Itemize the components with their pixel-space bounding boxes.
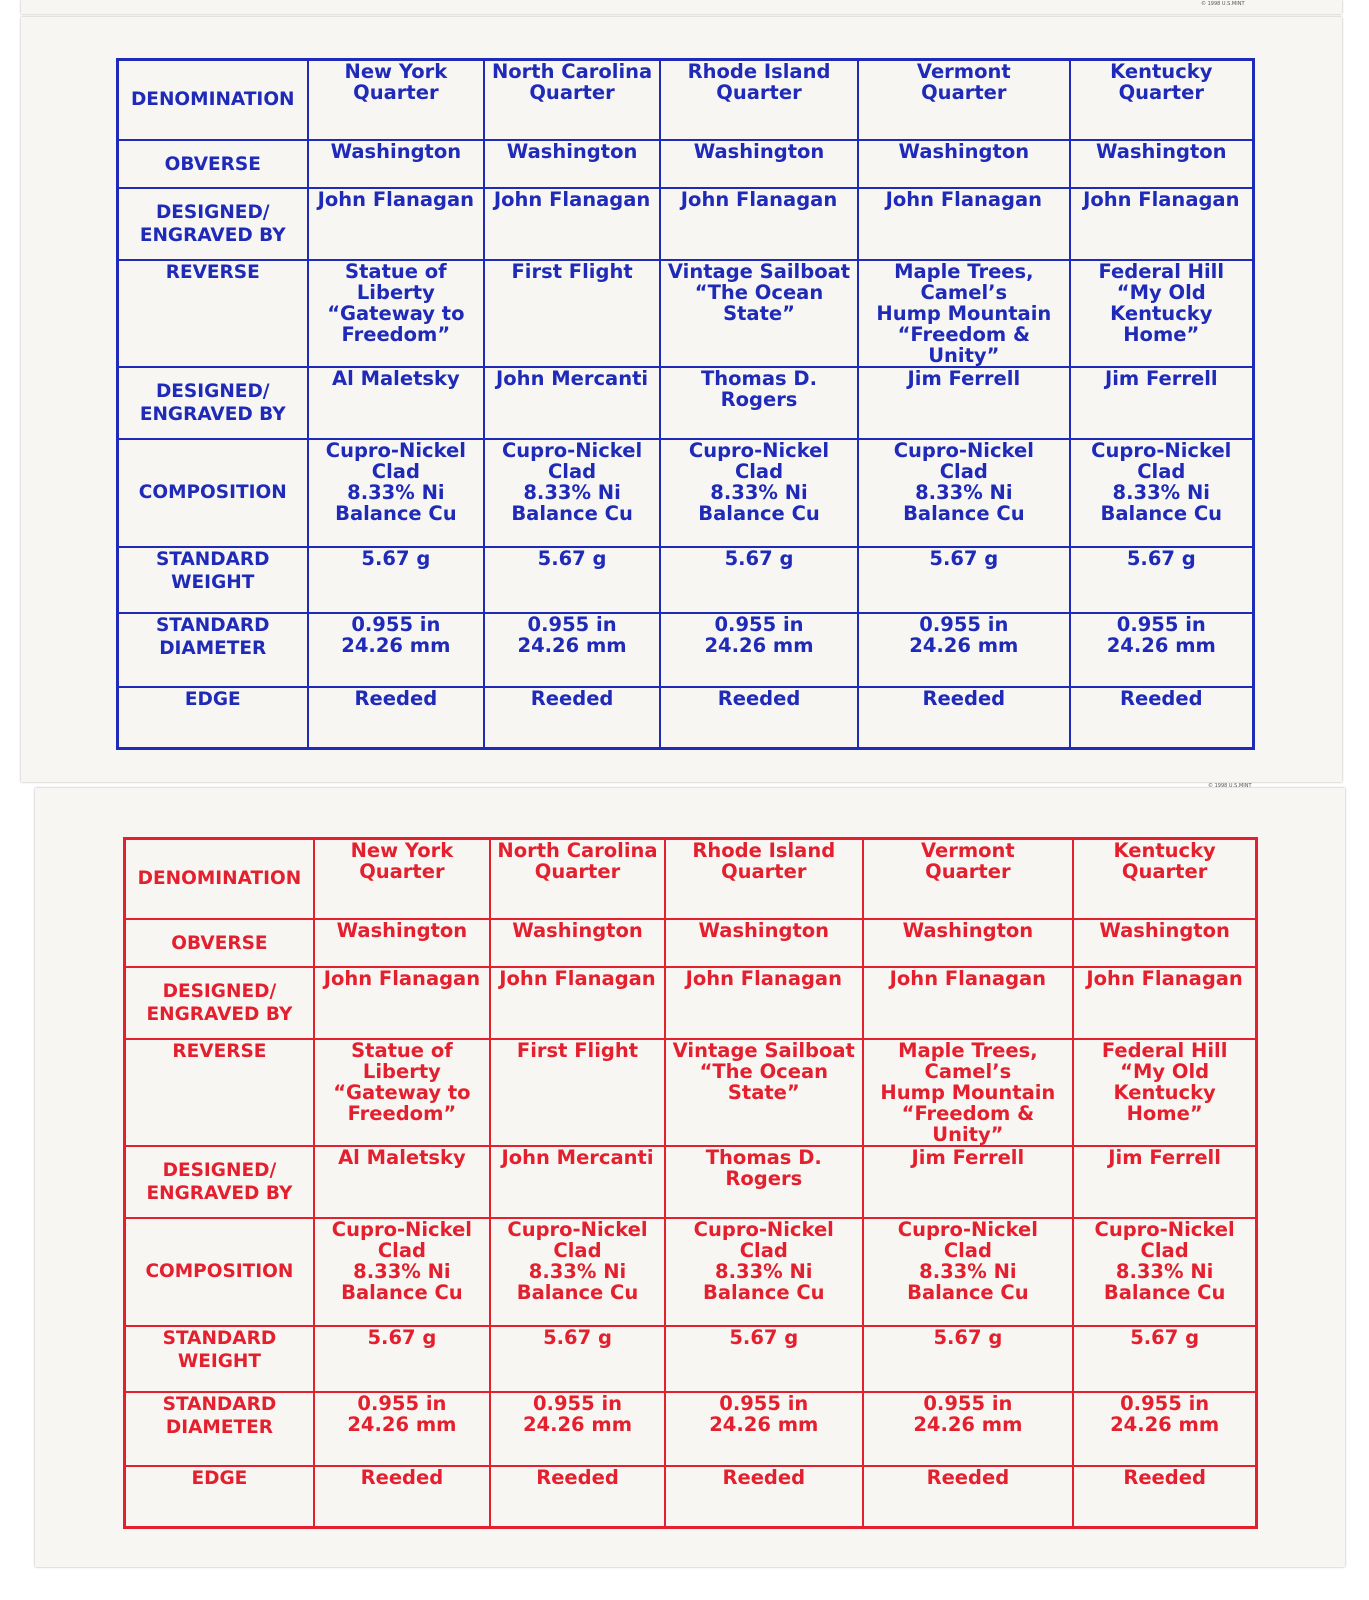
spec-cell: 5.67 g xyxy=(863,1326,1074,1392)
row-label xyxy=(125,1326,314,1392)
cell-line: Cupro-Nickel xyxy=(693,1217,834,1241)
spec-cell xyxy=(665,839,862,919)
spec-cell xyxy=(484,439,660,547)
cell-line: “The Ocean State” xyxy=(699,1059,828,1104)
cell-line: Statue of Liberty xyxy=(351,1038,453,1083)
cell-line: 24.26 mm xyxy=(909,633,1019,657)
cell-line: North Carolina xyxy=(491,60,653,83)
spec-cell: John Flanagan xyxy=(1073,967,1256,1039)
spec-row-weight xyxy=(118,547,1254,613)
cell-line: Balance Cu xyxy=(698,501,820,525)
cell-line: North Carolina xyxy=(497,839,658,862)
cell-line: Clad xyxy=(1137,459,1186,483)
spec-cell: John Flanagan xyxy=(314,967,490,1039)
row-label: REVERSE xyxy=(125,1039,314,1146)
cell-line: “Gateway to xyxy=(333,1080,471,1104)
cell-line: 24.26 mm xyxy=(913,1412,1023,1436)
cell-line: 24.26 mm xyxy=(709,1412,819,1436)
cell-line: Cupro-Nickel xyxy=(688,438,830,462)
cell-line: Cupro-Nickel xyxy=(325,438,466,462)
cell-line: Kentucky xyxy=(1113,839,1216,862)
cell-line: STANDARD xyxy=(155,614,270,636)
row-label xyxy=(125,1392,314,1466)
row-label: COMPOSITION xyxy=(125,1218,314,1326)
cell-line: “My Old xyxy=(1116,280,1206,304)
cell-line: ENGRAVED BY xyxy=(146,1182,293,1204)
row-label: EDGE xyxy=(125,1466,314,1528)
cell-line: 8.33% Ni xyxy=(353,1259,451,1283)
cell-line: 0.955 in xyxy=(351,612,441,636)
spec-cell xyxy=(1070,613,1254,687)
cell-line: 8.33% Ni xyxy=(715,1259,813,1283)
cell-line: Balance Cu xyxy=(1100,501,1223,525)
cell-line: 0.955 in xyxy=(357,1391,447,1415)
spec-row-weight xyxy=(125,1326,1257,1392)
spec-cell xyxy=(858,260,1069,367)
cell-line: Clad xyxy=(734,459,784,483)
cell-line: DESIGNED/ xyxy=(155,380,270,402)
cell-line: DIAMETER xyxy=(159,637,267,659)
row-label xyxy=(125,1146,314,1218)
cell-line: Balance Cu xyxy=(516,1280,639,1304)
spec-cell xyxy=(858,60,1069,140)
cell-line: Quarter xyxy=(1118,81,1204,104)
spec-cell: Washington xyxy=(1070,140,1254,188)
cell-line: New York xyxy=(350,839,454,862)
spec-row-obverse xyxy=(118,140,1254,188)
spec-table-blue xyxy=(116,58,1255,750)
cell-line: 8.33% Ni xyxy=(915,480,1013,504)
cell-line: Cupro-Nickel xyxy=(507,1217,648,1241)
spec-cell xyxy=(308,613,485,687)
spec-cell: Reeded xyxy=(665,1466,862,1528)
cell-line: Cupro-Nickel xyxy=(1091,438,1232,462)
cell-line: 8.33% Ni xyxy=(919,1259,1017,1283)
spec-table-red xyxy=(123,837,1258,1529)
cell-line: Clad xyxy=(553,1238,602,1262)
cell-line: DIAMETER xyxy=(165,1416,273,1438)
spec-cell: John Flanagan xyxy=(1070,188,1254,260)
previous-card-edge xyxy=(21,0,1342,14)
spec-cell: Washington xyxy=(863,919,1074,967)
row-label: EDGE xyxy=(118,687,308,749)
spec-cell xyxy=(1073,839,1256,919)
cell-line: 8.33% Ni xyxy=(523,480,621,504)
spec-cell: John Flanagan xyxy=(490,967,665,1039)
spec-cell xyxy=(665,1218,862,1326)
cell-line: 24.26 mm xyxy=(341,633,451,657)
spec-cell xyxy=(1073,1039,1256,1146)
spec-row-diameter xyxy=(125,1392,1257,1466)
row-label: DENOMINATION xyxy=(118,60,308,140)
cell-line: 8.33% Ni xyxy=(1112,480,1210,504)
cell-line: ENGRAVED BY xyxy=(146,1003,293,1025)
spec-cell: Washington xyxy=(308,140,485,188)
cell-line: Balance Cu xyxy=(907,1280,1029,1304)
cell-line: “The Ocean State” xyxy=(694,280,824,325)
cell-line: 24.26 mm xyxy=(517,633,627,657)
spec-cell xyxy=(1073,1392,1256,1466)
row-label: OBVERSE xyxy=(125,919,314,967)
spec-row-obverse-designer xyxy=(125,967,1257,1039)
spec-cell xyxy=(484,60,660,140)
spec-cell: Reeded xyxy=(858,687,1069,749)
cell-line: 0.955 in xyxy=(714,612,804,636)
spec-cell: John Flanagan xyxy=(308,188,485,260)
spec-cell: Washington xyxy=(858,140,1069,188)
spec-cell: Washington xyxy=(665,919,862,967)
cell-line: STANDARD xyxy=(162,1393,277,1415)
spec-cell: Reeded xyxy=(660,687,858,749)
copyright-note-top: © 1998 U.S.MINT xyxy=(1201,1,1245,7)
spec-cell: Jim Ferrell xyxy=(1073,1146,1256,1218)
spec-cell: 5.67 g xyxy=(484,547,660,613)
cell-line: Balance Cu xyxy=(335,501,457,525)
spec-cell xyxy=(660,439,858,547)
spec-cell xyxy=(665,1039,862,1146)
cell-line: Clad xyxy=(939,459,988,483)
spec-cell: Jim Ferrell xyxy=(1070,367,1254,439)
spec-cell: John Flanagan xyxy=(660,188,858,260)
cell-line: 24.26 mm xyxy=(1106,633,1216,657)
spec-cell xyxy=(484,613,660,687)
cell-line: Kentucky xyxy=(1110,60,1213,83)
cell-line: DESIGNED/ xyxy=(155,201,270,223)
row-label: OBVERSE xyxy=(118,140,308,188)
cell-line: “Freedom & Unity” xyxy=(897,322,1031,367)
spec-cell: 5.67 g xyxy=(490,1326,665,1392)
spec-cell xyxy=(660,613,858,687)
spec-cell xyxy=(863,1218,1074,1326)
spec-cell xyxy=(863,1392,1074,1466)
spec-cell: Washington xyxy=(1073,919,1256,967)
cell-line: 24.26 mm xyxy=(347,1412,457,1436)
cell-line: Cupro-Nickel xyxy=(893,438,1034,462)
spec-cell xyxy=(314,1218,490,1326)
cell-line: Statue of Liberty xyxy=(345,259,447,304)
spec-cell xyxy=(490,839,665,919)
spec-cell xyxy=(1070,260,1254,367)
row-label xyxy=(118,188,308,260)
spec-cell xyxy=(308,260,485,367)
cell-line: Hump Mountain xyxy=(876,301,1052,325)
cell-line: 0.955 in xyxy=(1116,612,1206,636)
cell-line: First Flight xyxy=(516,1038,639,1062)
cell-line: Quarter xyxy=(529,81,615,104)
row-label: DENOMINATION xyxy=(125,839,314,919)
spec-cell xyxy=(665,1392,862,1466)
cell-line: Balance Cu xyxy=(1103,1280,1226,1304)
spec-row-reverse xyxy=(118,260,1254,367)
spec-cell: 5.67 g xyxy=(665,1326,862,1392)
cell-line: “Freedom & Unity” xyxy=(901,1101,1035,1146)
cell-line: Kentucky Home” xyxy=(1110,301,1213,346)
cell-line: Balance Cu xyxy=(511,501,633,525)
spec-row-reverse-designer xyxy=(118,367,1254,439)
spec-cell xyxy=(858,613,1069,687)
row-label xyxy=(118,613,308,687)
spec-cell: Al Maletsky xyxy=(308,367,485,439)
cell-line: DESIGNED/ xyxy=(162,1159,277,1181)
cell-line: WEIGHT xyxy=(171,571,255,593)
spec-cell: Al Maletsky xyxy=(314,1146,490,1218)
cell-line: 0.955 in xyxy=(923,1391,1013,1415)
spec-cell: 5.67 g xyxy=(314,1326,490,1392)
cell-line: 0.955 in xyxy=(1120,1391,1210,1415)
spec-row-composition xyxy=(125,1218,1257,1326)
cell-line: DESIGNED/ xyxy=(162,980,277,1002)
cell-line: Quarter xyxy=(353,81,439,104)
spec-cell: Thomas D. Rogers xyxy=(665,1146,862,1218)
spec-cell xyxy=(863,839,1074,919)
spec-cell: Washington xyxy=(314,919,490,967)
spec-row-reverse-designer xyxy=(125,1146,1257,1218)
spec-cell: Reeded xyxy=(308,687,485,749)
spec-cell: Washington xyxy=(484,140,660,188)
spec-cell: Jim Ferrell xyxy=(863,1146,1074,1218)
spec-cell xyxy=(1073,1218,1256,1326)
spec-cell: Reeded xyxy=(314,1466,490,1528)
cell-line: Clad xyxy=(943,1238,992,1262)
cell-line: Cupro-Nickel xyxy=(1094,1217,1235,1241)
spec-cell xyxy=(314,1392,490,1466)
spec-cell xyxy=(1070,60,1254,140)
cell-line: 8.33% Ni xyxy=(710,480,808,504)
spec-cell xyxy=(490,1039,665,1146)
cell-line: STANDARD xyxy=(155,548,270,570)
cell-line: Vermont xyxy=(920,839,1015,862)
spec-cell xyxy=(858,439,1069,547)
row-label xyxy=(125,967,314,1039)
cell-line: Rhode Island xyxy=(687,60,831,83)
cell-line: “Gateway to xyxy=(327,301,465,325)
spec-cell xyxy=(308,439,485,547)
cell-line: 8.33% Ni xyxy=(347,480,445,504)
cell-line: Kentucky Home” xyxy=(1113,1080,1216,1125)
spec-row-denomination xyxy=(125,839,1257,919)
cell-line: Vintage Sailboat xyxy=(672,1038,855,1062)
spec-cell: 5.67 g xyxy=(1073,1326,1256,1392)
cell-line: Quarter xyxy=(1121,860,1208,883)
cell-line: Balance Cu xyxy=(341,1280,463,1304)
copyright-note-bottom: © 1998 U.S.MINT xyxy=(1208,783,1252,789)
cell-line: Quarter xyxy=(534,860,621,883)
spec-row-obverse-designer xyxy=(118,188,1254,260)
row-label: COMPOSITION xyxy=(118,439,308,547)
spec-cell: John Flanagan xyxy=(858,188,1069,260)
cell-line: “My Old xyxy=(1120,1059,1210,1083)
spec-cell: John Mercanti xyxy=(484,367,660,439)
cell-line: Clad xyxy=(371,459,420,483)
spec-cell: John Flanagan xyxy=(863,967,1074,1039)
cell-line: Balance Cu xyxy=(703,1280,825,1304)
cell-line: Clad xyxy=(1140,1238,1189,1262)
spec-cell xyxy=(660,260,858,367)
cell-line: Balance Cu xyxy=(903,501,1025,525)
cell-line: Cupro-Nickel xyxy=(331,1217,472,1241)
cell-line: 0.955 in xyxy=(527,612,617,636)
spec-cell: John Flanagan xyxy=(484,188,660,260)
spec-cell: Reeded xyxy=(863,1466,1074,1528)
row-label xyxy=(118,547,308,613)
spec-cell: Reeded xyxy=(484,687,660,749)
cell-line: 0.955 in xyxy=(919,612,1009,636)
spec-cell: Reeded xyxy=(1070,687,1254,749)
spec-row-denomination xyxy=(118,60,1254,140)
row-label xyxy=(118,367,308,439)
cell-line: First Flight xyxy=(511,259,633,283)
cell-line: 0.955 in xyxy=(532,1391,623,1415)
cell-line: Quarter xyxy=(721,860,807,883)
cell-line: Rhode Island xyxy=(692,839,836,862)
cell-line: 8.33% Ni xyxy=(528,1259,627,1283)
spec-cell: Reeded xyxy=(1073,1466,1256,1528)
cell-line: Quarter xyxy=(359,860,445,883)
spec-cell: John Mercanti xyxy=(490,1146,665,1218)
cell-line: Quarter xyxy=(921,81,1007,104)
spec-cell xyxy=(863,1039,1074,1146)
spec-row-reverse xyxy=(125,1039,1257,1146)
spec-row-edge xyxy=(118,687,1254,749)
spec-row-composition xyxy=(118,439,1254,547)
spec-cell xyxy=(308,60,485,140)
spec-cell: Jim Ferrell xyxy=(858,367,1069,439)
cell-line: 0.955 in xyxy=(719,1391,809,1415)
spec-cell xyxy=(314,1039,490,1146)
cell-line: Clad xyxy=(548,459,597,483)
cell-line: Clad xyxy=(377,1238,426,1262)
spec-row-edge xyxy=(125,1466,1257,1528)
cell-line: Federal Hill xyxy=(1098,259,1225,283)
cell-line: Cupro-Nickel xyxy=(501,438,643,462)
spec-cell xyxy=(490,1218,665,1326)
spec-cell xyxy=(490,1392,665,1466)
cell-line: ENGRAVED BY xyxy=(139,403,286,425)
cell-line: 24.26 mm xyxy=(704,633,814,657)
cell-line: Quarter xyxy=(925,860,1011,883)
spec-cell xyxy=(660,60,858,140)
cell-line: Vermont xyxy=(916,60,1011,83)
cell-line: 8.33% Ni xyxy=(1115,1259,1214,1283)
spec-cell: 5.67 g xyxy=(308,547,485,613)
cell-line: 24.26 mm xyxy=(522,1412,633,1436)
cell-line: Maple Trees, Camel’s xyxy=(898,1038,1038,1083)
cell-line: Cupro-Nickel xyxy=(897,1217,1038,1241)
spec-cell xyxy=(1070,439,1254,547)
cell-line: Vintage Sailboat xyxy=(667,259,851,283)
spec-cell: Washington xyxy=(660,140,858,188)
cell-line: Federal Hill xyxy=(1101,1038,1228,1062)
spec-cell: Washington xyxy=(490,919,665,967)
cell-line: Clad xyxy=(739,1238,788,1262)
cell-line: Hump Mountain xyxy=(880,1080,1056,1104)
spec-cell xyxy=(314,839,490,919)
spec-cell: John Flanagan xyxy=(665,967,862,1039)
spec-cell: 5.67 g xyxy=(1070,547,1254,613)
spec-cell xyxy=(484,260,660,367)
spec-row-obverse xyxy=(125,919,1257,967)
spec-cell: Thomas D. Rogers xyxy=(660,367,858,439)
spec-cell: Reeded xyxy=(490,1466,665,1528)
cell-line: 24.26 mm xyxy=(1110,1412,1220,1436)
spec-cell: 5.67 g xyxy=(858,547,1069,613)
cell-line: STANDARD xyxy=(162,1327,277,1349)
spec-row-diameter xyxy=(118,613,1254,687)
cell-line: Quarter xyxy=(716,81,802,104)
cell-line: Freedom” xyxy=(341,322,451,346)
cell-line: WEIGHT xyxy=(177,1350,262,1372)
cell-line: New York xyxy=(344,60,448,83)
cell-line: Freedom” xyxy=(347,1101,457,1125)
row-label: REVERSE xyxy=(118,260,308,367)
cell-line: ENGRAVED BY xyxy=(139,224,286,246)
cell-line: Maple Trees, Camel’s xyxy=(894,259,1034,304)
spec-cell: 5.67 g xyxy=(660,547,858,613)
